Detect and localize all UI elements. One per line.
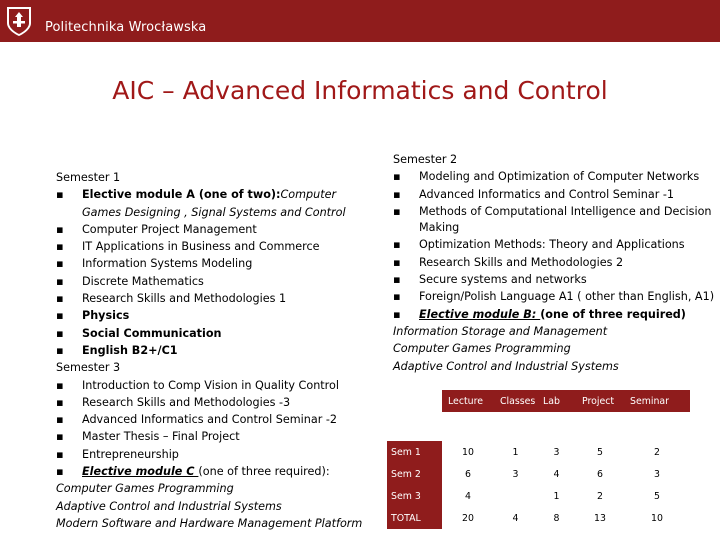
bullet-icon: ▪ <box>56 188 64 202</box>
cell-lecture: 6 <box>465 468 471 480</box>
list-item-label: Master Thesis – Final Project <box>82 430 240 444</box>
row-label: TOTAL <box>387 507 442 529</box>
list-item <box>393 288 713 305</box>
bullet-icon: ▪ <box>56 257 64 271</box>
cell-project: 13 <box>594 512 606 524</box>
bullet-icon: ▪ <box>56 465 64 479</box>
list-item-label: Advanced Informatics and Control Seminar -1 <box>419 187 675 201</box>
list-item-label: Computer Project Management <box>82 222 257 236</box>
row-label: Sem 3 <box>387 485 442 507</box>
list-item-label: Social Communication <box>82 326 222 340</box>
elective-b-label: Elective module B: <box>419 307 541 321</box>
option-item: Computer Games Programming <box>56 482 234 496</box>
row-label: Sem 1 <box>387 441 442 463</box>
list-item-label: Research Skills and Methodologies -3 <box>82 395 291 409</box>
list-item <box>393 254 713 271</box>
list-item-label: Advanced Informatics and Control Seminar -2 <box>82 413 338 427</box>
cell-project: 6 <box>597 468 603 480</box>
list-item-label: English B2+/C1 <box>82 343 178 357</box>
list-item-label: Secure systems and networks <box>419 273 587 287</box>
list-item <box>56 238 356 255</box>
cell-lecture: 4 <box>465 490 471 502</box>
bullet-icon: ▪ <box>56 413 64 427</box>
bullet-icon: ▪ <box>56 274 64 288</box>
bullet-icon: ▪ <box>56 447 64 461</box>
cell-classes <box>494 485 537 507</box>
table-row <box>387 463 690 485</box>
option-item: Computer Games Programming <box>393 342 571 356</box>
cell-lab: 8 <box>553 512 560 524</box>
col-header-project: Project <box>576 390 624 412</box>
bullet-icon: ▪ <box>56 430 64 444</box>
cell-seminar: 3 <box>654 468 660 480</box>
cell-seminar: 10 <box>651 512 663 524</box>
list-item <box>56 446 356 463</box>
col-header-classes: Classes <box>494 390 537 412</box>
bullet-icon: ▪ <box>393 170 401 184</box>
list-item-label: Modeling and Optimization of Computer Networks <box>419 170 700 184</box>
elective-b-note: (one of three required) <box>540 307 686 321</box>
row-label: Sem 2 <box>387 463 442 485</box>
bullet-icon: ▪ <box>393 187 401 201</box>
semester-2-heading: Semester 2 <box>393 153 458 166</box>
list-item-label: Introduction to Comp Vision in Quality Control <box>82 378 339 392</box>
table-row <box>387 485 690 507</box>
list-item <box>56 463 356 480</box>
left-column <box>56 169 363 532</box>
table-row <box>387 441 690 463</box>
option-item: Adaptive Control and Industrial Systems <box>56 499 282 513</box>
list-item <box>393 168 713 185</box>
bullet-icon: ▪ <box>56 222 64 236</box>
cell-seminar: 5 <box>654 490 660 502</box>
bullet-icon: ▪ <box>56 292 64 306</box>
list-item <box>56 411 356 428</box>
table-row <box>387 507 690 529</box>
semester-1-heading: Semester 1 <box>56 171 121 184</box>
bullet-icon: ▪ <box>56 240 64 254</box>
list-item <box>56 307 356 324</box>
list-item <box>56 255 356 272</box>
right-column <box>393 151 713 375</box>
list-item-label: Research Skills and Methodologies 1 <box>82 292 287 306</box>
cell-seminar: 2 <box>654 446 660 458</box>
bullet-icon: ▪ <box>56 326 64 340</box>
option-item: Modern Software and Hardware Management Platform <box>56 516 363 530</box>
bullet-icon: ▪ <box>56 309 64 323</box>
bullet-icon: ▪ <box>393 255 401 269</box>
list-item <box>393 236 713 253</box>
cell-classes: 1 <box>512 446 519 458</box>
semester-3-heading: Semester 3 <box>56 361 121 375</box>
cell-lab: 4 <box>553 468 560 480</box>
list-item <box>393 306 713 323</box>
cell-classes: 4 <box>512 512 519 524</box>
cell-classes: 3 <box>512 468 519 480</box>
list-item <box>56 221 356 238</box>
cell-lab: 1 <box>553 490 560 502</box>
table-corner <box>387 390 442 412</box>
cell-lecture: 10 <box>462 446 474 458</box>
elective-a-label: Elective module A (one of two): <box>82 188 281 202</box>
list-item-label: Information Systems Modeling <box>82 257 253 271</box>
list-item <box>393 271 713 288</box>
list-item <box>56 186 356 221</box>
bullet-icon: ▪ <box>56 395 64 409</box>
elective-a-options: Computer Games Designing , Signal Systems and Control <box>82 188 346 219</box>
bullet-icon: ▪ <box>393 204 401 218</box>
list-item <box>56 273 356 290</box>
list-item-label: Physics <box>82 309 130 323</box>
bullet-icon: ▪ <box>56 343 64 357</box>
list-item <box>56 342 356 359</box>
list-item <box>393 186 713 203</box>
option-item: Adaptive Control and Industrial Systems <box>393 359 619 373</box>
bullet-icon: ▪ <box>56 378 64 392</box>
col-header-seminar: Seminar <box>624 390 690 412</box>
table-header-row <box>387 390 690 412</box>
cell-project: 5 <box>597 446 603 458</box>
university-name: Politechnika Wrocławska <box>45 20 207 35</box>
list-item-continuation: Making <box>419 221 460 235</box>
table-spacer <box>387 412 690 441</box>
schedule-table <box>387 390 690 529</box>
page-title: AIC – Advanced Informatics and Control <box>112 76 608 105</box>
list-item-label: Optimization Methods: Theory and Applications <box>419 238 685 252</box>
elective-c-label: Elective module C <box>82 465 199 479</box>
list-item-label: Methods of Computational Intelligence and Decision <box>419 204 712 218</box>
header-bar <box>0 0 720 42</box>
university-logo <box>5 5 33 37</box>
list-item <box>56 428 356 445</box>
col-header-lab: Lab <box>537 390 576 412</box>
cell-project: 2 <box>597 490 603 502</box>
list-item-label: Entrepreneurship <box>82 447 179 461</box>
cell-lab: 3 <box>553 446 560 458</box>
list-item-label: Research Skills and Methodologies 2 <box>419 255 624 269</box>
cell-lecture: 20 <box>462 512 474 524</box>
bullet-icon: ▪ <box>393 273 401 287</box>
option-item: Information Storage and Management <box>393 324 608 338</box>
list-item-label: Foreign/Polish Language A1 ( other than English, A1) <box>419 290 715 304</box>
list-item <box>56 394 356 411</box>
list-item <box>393 203 713 220</box>
list-item-label: IT Applications in Business and Commerce <box>82 240 320 254</box>
list-item <box>56 377 356 394</box>
col-header-lecture: Lecture <box>442 390 494 412</box>
list-item-label: Discrete Mathematics <box>82 274 204 288</box>
list-item <box>56 290 356 307</box>
bullet-icon: ▪ <box>393 307 401 321</box>
bullet-icon: ▪ <box>393 238 401 252</box>
bullet-icon: ▪ <box>393 290 401 304</box>
elective-c-note: (one of three required): <box>198 465 330 479</box>
list-item <box>56 325 356 342</box>
